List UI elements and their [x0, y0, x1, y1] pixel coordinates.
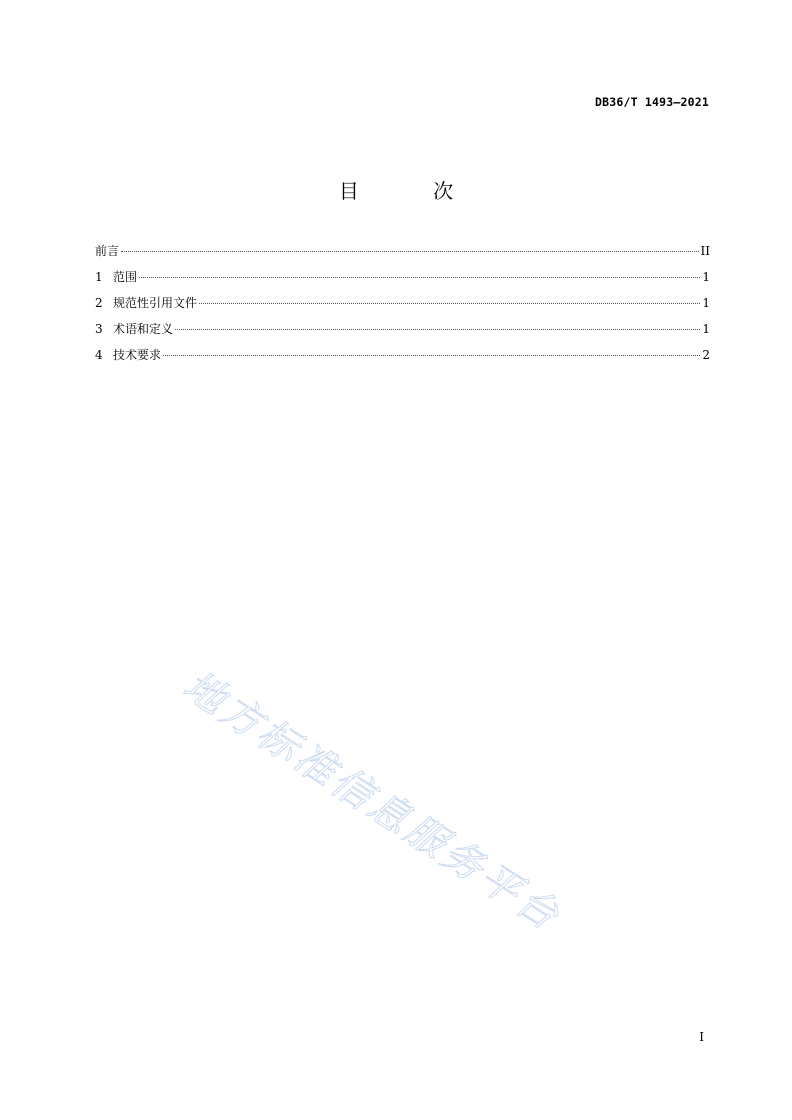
document-id: DB36/T 1493—2021: [595, 95, 709, 109]
toc-entry-page: II: [700, 244, 710, 258]
toc-entry-label: 技术要求: [113, 348, 162, 362]
toc-entry-label: 范围: [113, 270, 138, 284]
toc-leader-dots: [121, 251, 699, 252]
toc-entry-page: 1: [702, 296, 710, 310]
toc-title: 目 次: [338, 179, 488, 203]
toc-entry-page: 1: [702, 322, 710, 336]
toc-leader-dots: [139, 277, 700, 278]
toc-entry-terms-definitions[interactable]: [95, 316, 710, 342]
toc-entry-foreword[interactable]: [95, 238, 710, 264]
toc-entry-scope[interactable]: [95, 264, 710, 290]
toc-entry-technical-requirements[interactable]: [95, 342, 710, 368]
toc-entry-number: 2: [95, 296, 103, 310]
watermark: 地方标准信息服务平台: [175, 662, 570, 941]
toc-entry-label: 术语和定义: [113, 322, 174, 336]
toc-entry-label: 前言: [95, 244, 120, 258]
toc-entry-page: 1: [702, 270, 710, 284]
page-number: I: [699, 1030, 704, 1044]
toc-leader-dots: [163, 355, 700, 356]
toc-leader-dots: [199, 303, 700, 304]
toc-entry-label: 规范性引用文件: [113, 296, 198, 310]
toc-leader-dots: [175, 329, 700, 330]
toc-list: [95, 238, 710, 368]
toc-entry-number: 3: [95, 322, 103, 336]
toc-entry-number: 1: [95, 270, 103, 284]
toc-entry-number: 4: [95, 348, 103, 362]
toc-entry-normative-references[interactable]: [95, 290, 710, 316]
toc-entry-page: 2: [702, 348, 710, 362]
